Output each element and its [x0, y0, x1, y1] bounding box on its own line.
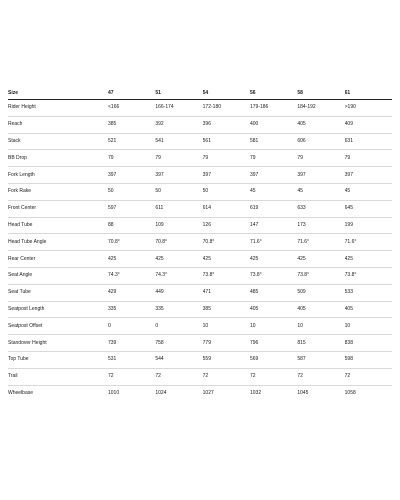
- table-cell: 79: [108, 150, 155, 167]
- table-cell: 392: [155, 116, 202, 133]
- table-cell: 531: [108, 351, 155, 368]
- table-cell: 73.8°: [250, 267, 297, 284]
- header-cell-size: Size: [8, 87, 108, 100]
- table-cell: 597: [108, 200, 155, 217]
- row-label: Seatpost Offset: [8, 318, 108, 335]
- table-cell: 425: [108, 251, 155, 268]
- table-cell: 70.8°: [108, 234, 155, 251]
- table-row: [8, 217, 392, 234]
- table-cell: 758: [155, 335, 202, 352]
- table-cell: 449: [155, 284, 202, 301]
- table-cell: 73.8°: [297, 267, 344, 284]
- table-cell: 72: [108, 368, 155, 385]
- table-cell: 425: [155, 251, 202, 268]
- table-cell: 166-174: [155, 100, 202, 117]
- table-cell: 10: [345, 318, 392, 335]
- table-cell: 561: [203, 133, 250, 150]
- header-cell-51: 51: [155, 87, 202, 100]
- row-label: Top Tube: [8, 351, 108, 368]
- table-cell: 72: [345, 368, 392, 385]
- table-row: [8, 318, 392, 335]
- table-cell: 10: [203, 318, 250, 335]
- table-row: [8, 301, 392, 318]
- table-cell: 541: [155, 133, 202, 150]
- table-cell: 429: [108, 284, 155, 301]
- table-cell: 385: [203, 301, 250, 318]
- table-row: [8, 385, 392, 402]
- table-cell: 544: [155, 351, 202, 368]
- table-row: [8, 368, 392, 385]
- header-cell-56: 56: [250, 87, 297, 100]
- table-cell: 385: [108, 116, 155, 133]
- table-cell: 79: [297, 150, 344, 167]
- row-label: Fork Rake: [8, 183, 108, 200]
- row-label: Seat Angle: [8, 267, 108, 284]
- table-cell: 79: [203, 150, 250, 167]
- row-label: Head Tube Angle: [8, 234, 108, 251]
- table-cell: 397: [155, 167, 202, 184]
- header-cell-54: 54: [203, 87, 250, 100]
- table-cell: 400: [250, 116, 297, 133]
- table-cell: 471: [203, 284, 250, 301]
- table-row: [8, 150, 392, 167]
- table-cell: 1010: [108, 390, 120, 397]
- table-cell: 335: [108, 301, 155, 318]
- table-cell: 45: [250, 183, 297, 200]
- table-cell: 405: [250, 301, 297, 318]
- table-cell: 45: [345, 183, 392, 200]
- table-cell: 70.8°: [155, 234, 202, 251]
- table-cell: 581: [250, 133, 297, 150]
- table-row: [8, 200, 392, 217]
- table-row: [8, 183, 392, 200]
- table-cell: 72: [297, 368, 344, 385]
- table-row: [8, 116, 392, 133]
- table-cell: 1045: [297, 390, 309, 397]
- row-label: Standover Height: [8, 335, 108, 352]
- table-cell: 569: [250, 351, 297, 368]
- table-cell: 45: [297, 183, 344, 200]
- table-cell: 50: [108, 183, 155, 200]
- table-cell: 79: [345, 150, 392, 167]
- table-cell: 71.6°: [345, 234, 392, 251]
- table-cell: 73.8°: [345, 267, 392, 284]
- table-cell: 199: [345, 217, 392, 234]
- row-label: Rider Height: [8, 100, 108, 117]
- row-label: Wheelbase: [8, 390, 34, 397]
- row-label: Seat Tube: [8, 284, 108, 301]
- table-cell: 739: [108, 335, 155, 352]
- table-cell: 425: [203, 251, 250, 268]
- header-cell-61: 61: [345, 87, 392, 100]
- table-cell: 587: [297, 351, 344, 368]
- table-cell: 633: [297, 200, 344, 217]
- table-cell: 71.6°: [250, 234, 297, 251]
- table-cell: 397: [203, 167, 250, 184]
- table-cell: 533: [345, 284, 392, 301]
- row-label: Front Center: [8, 200, 108, 217]
- table-row: [8, 251, 392, 268]
- table-cell: 73.8°: [203, 267, 250, 284]
- table-cell: 405: [345, 301, 392, 318]
- table-cell: 405: [297, 116, 344, 133]
- geometry-table-body: [8, 100, 392, 402]
- table-cell: 1024: [155, 390, 167, 397]
- table-cell: 71.6°: [297, 234, 344, 251]
- table-cell: 72: [250, 368, 297, 385]
- table-cell: 126: [203, 217, 250, 234]
- header-cell-47: 47: [108, 87, 155, 100]
- row-label: Stack: [8, 133, 108, 150]
- table-cell: 631: [345, 133, 392, 150]
- table-cell: 74.3°: [155, 267, 202, 284]
- table-cell: 611: [155, 200, 202, 217]
- table-cell: 0: [155, 318, 202, 335]
- table-row: [8, 284, 392, 301]
- row-label: Fork Length: [8, 167, 108, 184]
- table-cell: 396: [203, 116, 250, 133]
- table-cell: 10: [250, 318, 297, 335]
- table-cell: 397: [250, 167, 297, 184]
- table-cell: 645: [345, 200, 392, 217]
- table-cell: 397: [108, 167, 155, 184]
- table-cell: 109: [155, 217, 202, 234]
- table-cell: 838: [345, 335, 392, 352]
- table-cell: 147: [250, 217, 297, 234]
- table-row: [8, 100, 392, 117]
- header-row: [8, 87, 392, 100]
- table-cell: 397: [297, 167, 344, 184]
- table-cell: 72: [203, 368, 250, 385]
- geometry-table: [8, 87, 392, 402]
- table-row: [8, 335, 392, 352]
- table-cell: 425: [250, 251, 297, 268]
- table-cell: 509: [297, 284, 344, 301]
- table-cell: 70.8°: [203, 234, 250, 251]
- table-cell: 173: [297, 217, 344, 234]
- table-cell: 50: [203, 183, 250, 200]
- table-cell: 179-186: [250, 100, 297, 117]
- table-cell: 184-192: [297, 100, 344, 117]
- geometry-table-header: [8, 87, 392, 100]
- table-cell: 335: [155, 301, 202, 318]
- table-cell: >190: [345, 100, 392, 117]
- table-cell: 0: [108, 318, 155, 335]
- table-cell: 50: [155, 183, 202, 200]
- table-cell: 79: [250, 150, 297, 167]
- table-cell: 72: [155, 368, 202, 385]
- table-cell: 598: [345, 351, 392, 368]
- table-cell: 10: [297, 318, 344, 335]
- row-label: Head Tube: [8, 217, 108, 234]
- row-label: Trail: [8, 368, 108, 385]
- table-row: [8, 234, 392, 251]
- table-cell: 1058: [344, 390, 356, 397]
- table-cell: 521: [108, 133, 155, 150]
- header-cell-58: 58: [297, 87, 344, 100]
- row-label: Seatpost Length: [8, 301, 108, 318]
- table-cell: 815: [297, 335, 344, 352]
- table-cell: 614: [203, 200, 250, 217]
- table-cell: 74.3°: [108, 267, 155, 284]
- table-cell: 79: [155, 150, 202, 167]
- table-row: [8, 167, 392, 184]
- table-cell: 1027: [202, 390, 214, 397]
- table-cell: 425: [297, 251, 344, 268]
- table-row: [8, 267, 392, 284]
- table-cell: 405: [297, 301, 344, 318]
- table-row: [8, 351, 392, 368]
- table-cell: 425: [345, 251, 392, 268]
- row-label: BB Drop: [8, 150, 108, 167]
- table-cell: 397: [345, 167, 392, 184]
- table-cell: 559: [203, 351, 250, 368]
- table-cell: 619: [250, 200, 297, 217]
- table-cell: <166: [108, 100, 155, 117]
- table-cell: 88: [108, 217, 155, 234]
- table-cell: 779: [203, 335, 250, 352]
- table-cell: 1032: [249, 390, 262, 397]
- row-label: Rear Center: [8, 251, 108, 268]
- table-cell: 796: [250, 335, 297, 352]
- table-row: [8, 133, 392, 150]
- table-cell: 172-180: [203, 100, 250, 117]
- table-cell: 485: [250, 284, 297, 301]
- table-cell: 606: [297, 133, 344, 150]
- table-cell: 409: [345, 116, 392, 133]
- row-label: Reach: [8, 116, 108, 133]
